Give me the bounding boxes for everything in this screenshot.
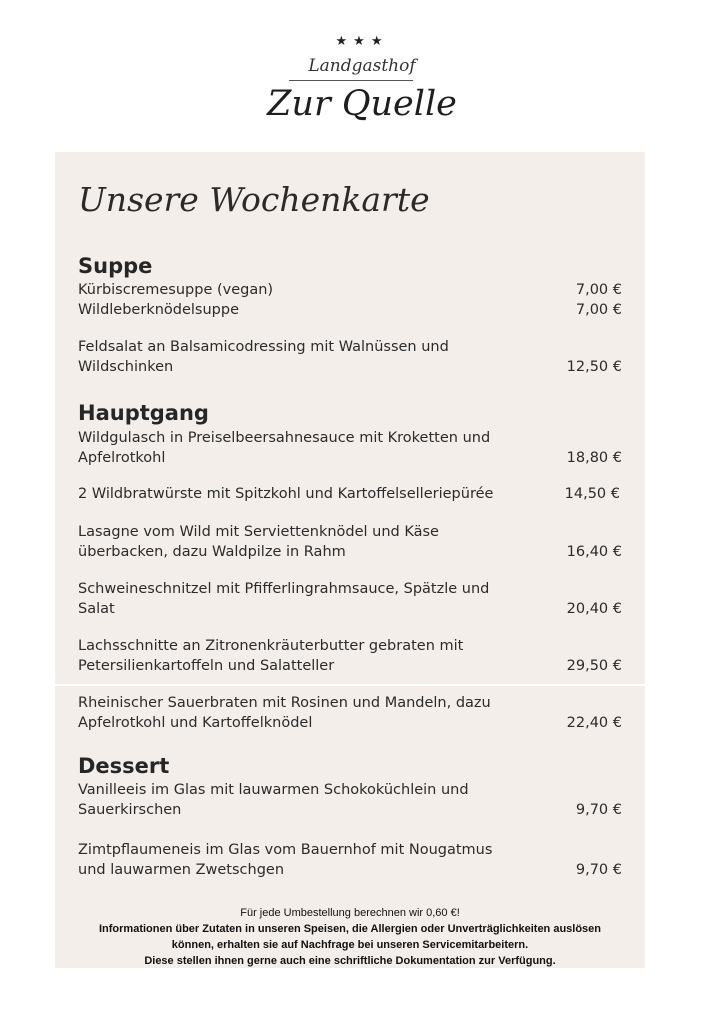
item-description: Wildleberknödelsuppe — [78, 302, 240, 318]
menu-item — [78, 579, 622, 619]
allergy-note-2: können, erhalten sie auf Nachfrage bei unseren Servicemitarbeitern. — [171, 939, 529, 951]
item-description: Feldsalat an Balsamicodressing mit Walnüssen und Wildschinken — [78, 339, 449, 375]
item-description: 2 Wildbratwürste mit Spitzkohl und Kartoffelselleriepürée — [78, 486, 494, 502]
divider — [55, 684, 645, 686]
item-price: 7,00 € — [575, 282, 622, 298]
item-description: Kürbiscremesuppe (vegan) — [78, 282, 274, 298]
item-description: Lasagne vom Wild mit Serviettenknödel und Käse überbacken, dazu Waldpilze in Rahm — [78, 524, 439, 560]
item-price: 20,40 € — [566, 601, 622, 617]
section-heading-dessert: Dessert — [78, 754, 170, 778]
footer-notes — [55, 905, 645, 969]
section-heading-suppe: Suppe — [78, 254, 153, 278]
section-heading-hauptgang: Hauptgang — [78, 401, 209, 425]
item-price: 18,80 € — [566, 450, 622, 466]
item-price: 14,50 € — [564, 486, 620, 502]
menu-item — [78, 636, 622, 676]
item-description: Lachsschnitte an Zitronenkräuterbutter gebraten mit Petersilienkartoffeln und Salatteller — [78, 638, 464, 674]
item-price: 12,50 € — [566, 359, 622, 375]
menu-item — [78, 484, 622, 504]
menu-item — [78, 522, 622, 562]
logo-subtitle: Landgasthof — [308, 56, 416, 76]
menu-item — [78, 337, 622, 377]
allergy-note-1: Informationen über Zutaten in unseren Speisen, die Allergien oder Unverträglichkeiten auslösen — [98, 923, 602, 935]
item-price: 7,00 € — [575, 302, 622, 318]
item-description: Rheinischer Sauerbraten mit Rosinen und Mandeln, dazu Apfelrotkohl und Kartoffelknödel — [78, 695, 491, 731]
logo-stars: ★★★ — [335, 34, 389, 49]
menu-item — [78, 693, 622, 733]
surcharge-note: Für jede Umbestellung berechnen wir 0,60 €! — [240, 907, 460, 919]
item-price: 9,70 € — [575, 802, 622, 818]
menu-item — [78, 840, 622, 880]
item-price: 9,70 € — [575, 862, 622, 878]
item-description: Schweineschnitzel mit Pfifferlingrahmsauce, Spätzle und Salat — [78, 581, 490, 617]
item-description: Wildgulasch in Preiselbeersahnesauce mit Kroketten und Apfelrotkohl — [78, 430, 491, 466]
menu-item — [78, 780, 622, 820]
item-price: 29,50 € — [566, 658, 622, 674]
menu-title: Unsere Wochenkarte — [78, 180, 430, 219]
item-price: 16,40 € — [566, 544, 622, 560]
logo-divider — [289, 80, 413, 81]
menu-item — [78, 300, 622, 320]
item-description: Zimtpflaumeneis im Glas vom Bauernhof mit Nougatmus und lauwarmen Zwetschgen — [78, 842, 493, 878]
item-description: Vanilleeis im Glas mit lauwarmen Schokoküchlein und Sauerkirschen — [78, 782, 469, 818]
menu-item — [78, 280, 622, 300]
logo-name: Zur Quelle — [267, 84, 457, 124]
menu-item — [78, 428, 622, 468]
item-price: 22,40 € — [566, 715, 622, 731]
allergy-note-3: Diese stellen ihnen gerne auch eine schriftliche Dokumentation zur Verfügung. — [144, 955, 556, 967]
